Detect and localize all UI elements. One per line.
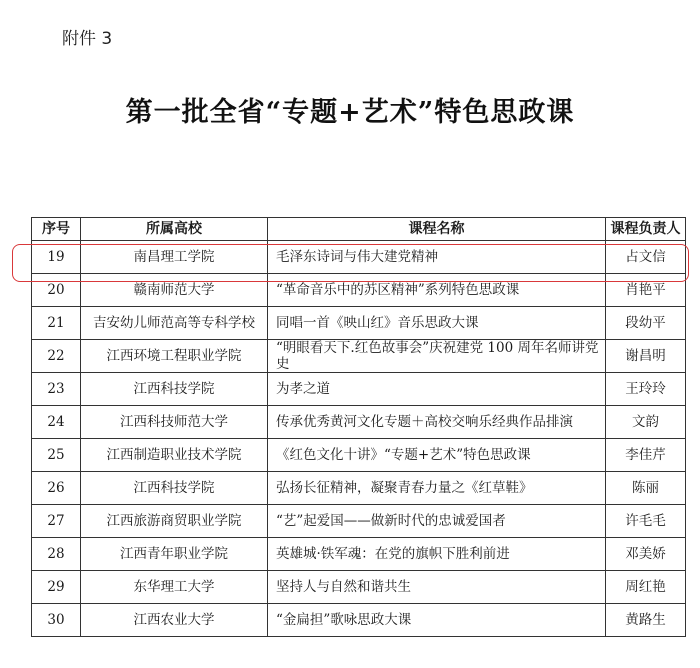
row-leader: 许毛毛 — [606, 505, 686, 538]
header-leader: 课程负责人 — [606, 218, 686, 241]
header-school: 所属高校 — [81, 218, 268, 241]
row-leader: 李佳芹 — [606, 439, 686, 472]
row-no: 23 — [32, 373, 81, 406]
row-school: 东华理工大学 — [81, 571, 268, 604]
row-no: 24 — [32, 406, 81, 439]
row-no: 27 — [32, 505, 81, 538]
row-course: 英雄城·铁军魂：在党的旗帜下胜利前进 — [268, 538, 606, 571]
row-course: “明眼看天下.红色故事会”庆祝建党 100 周年名师讲党史 — [268, 340, 606, 373]
table-row — [32, 340, 686, 373]
row-leader: 文韵 — [606, 406, 686, 439]
header-course: 课程名称 — [268, 218, 606, 241]
row-course: 毛泽东诗词与伟大建党精神 — [268, 241, 606, 274]
row-leader: 邓美娇 — [606, 538, 686, 571]
table-row — [32, 307, 686, 340]
row-school: 江西青年职业学院 — [81, 538, 268, 571]
row-course: 《红色文化十讲》“专题+艺术”特色思政课 — [268, 439, 606, 472]
attachment-label: 附件 3 — [62, 29, 113, 49]
row-leader: 周红艳 — [606, 571, 686, 604]
row-no: 20 — [32, 274, 81, 307]
row-course: 为孝之道 — [268, 373, 606, 406]
row-no: 28 — [32, 538, 81, 571]
table-header-row — [32, 218, 686, 241]
table-row — [32, 604, 686, 637]
row-no: 29 — [32, 571, 81, 604]
row-leader: 段幼平 — [606, 307, 686, 340]
row-no: 26 — [32, 472, 81, 505]
table-row — [32, 373, 686, 406]
row-leader: 肖艳平 — [606, 274, 686, 307]
table-row — [32, 241, 686, 274]
row-course: “艺”起爱国——做新时代的忠诚爱国者 — [268, 505, 606, 538]
table-row — [32, 571, 686, 604]
row-leader: 占文信 — [606, 241, 686, 274]
table-row — [32, 439, 686, 472]
row-no: 19 — [32, 241, 81, 274]
table-row — [32, 538, 686, 571]
row-course: 坚持人与自然和谐共生 — [268, 571, 606, 604]
row-no: 21 — [32, 307, 81, 340]
row-leader: 黄路生 — [606, 604, 686, 637]
row-school: 江西环境工程职业学院 — [81, 340, 268, 373]
table-row — [32, 505, 686, 538]
row-school: 江西科技师范大学 — [81, 406, 268, 439]
row-course: “金扁担”歌咏思政大课 — [268, 604, 606, 637]
row-leader: 陈丽 — [606, 472, 686, 505]
row-no: 25 — [32, 439, 81, 472]
row-course: 弘扬长征精神，凝聚青春力量之《红草鞋》 — [268, 472, 606, 505]
row-school: 赣南师范大学 — [81, 274, 268, 307]
row-no: 22 — [32, 340, 81, 373]
row-leader: 谢昌明 — [606, 340, 686, 373]
row-school: 南昌理工学院 — [81, 241, 268, 274]
row-school: 江西旅游商贸职业学院 — [81, 505, 268, 538]
row-school: 江西制造职业技术学院 — [81, 439, 268, 472]
row-course: 传承优秀黄河文化专题＋高校交响乐经典作品排演 — [268, 406, 606, 439]
row-leader: 王玲玲 — [606, 373, 686, 406]
header-no: 序号 — [32, 218, 81, 241]
row-school: 江西农业大学 — [81, 604, 268, 637]
row-school: 江西科技学院 — [81, 472, 268, 505]
course-table — [31, 217, 686, 637]
row-course: “革命音乐中的苏区精神”系列特色思政课 — [268, 274, 606, 307]
row-school: 吉安幼儿师范高等专科学校 — [81, 307, 268, 340]
row-course: 同唱一首《映山红》音乐思政大课 — [268, 307, 606, 340]
table-row — [32, 406, 686, 439]
table-row — [32, 472, 686, 505]
table-row — [32, 274, 686, 307]
document-title: 第一批全省“专题+艺术”特色思政课 — [125, 97, 575, 128]
row-school: 江西科技学院 — [81, 373, 268, 406]
row-no: 30 — [32, 604, 81, 637]
